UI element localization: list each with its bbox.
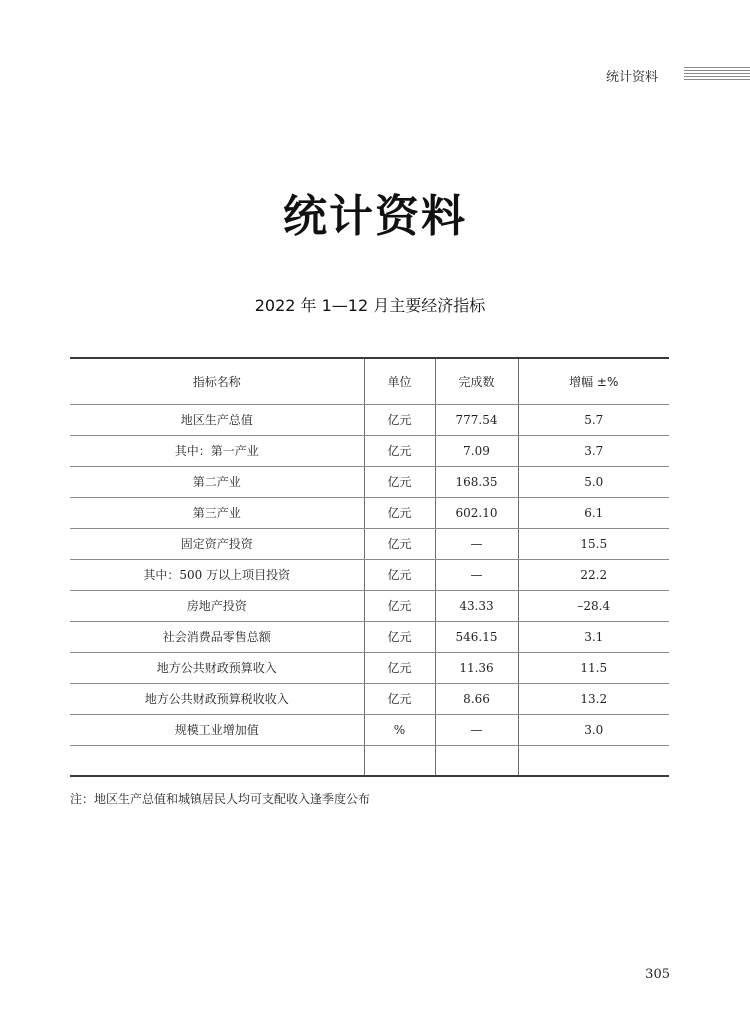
cell-unit [364, 745, 435, 776]
table-footnote: 注：地区生产总值和城镇居民人均可支配收入逢季度公布 [70, 792, 371, 806]
cell-unit: % [364, 714, 435, 745]
cell-value: — [435, 559, 518, 590]
cell-value: 11.36 [435, 652, 518, 683]
table-row [70, 590, 669, 621]
cell-growth: 13.2 [518, 683, 669, 714]
cell-value [435, 745, 518, 776]
cell-unit: 亿元 [364, 497, 435, 528]
column-header-indicator: 指标名称 [70, 358, 364, 404]
table-row [70, 714, 669, 745]
cell-unit: 亿元 [364, 466, 435, 497]
cell-growth: 22.2 [518, 559, 669, 590]
cell-growth [518, 745, 669, 776]
cell-value: 8.66 [435, 683, 518, 714]
table-row [70, 621, 669, 652]
page-number: 305 [645, 967, 670, 982]
cell-value: — [435, 528, 518, 559]
cell-unit: 亿元 [364, 435, 435, 466]
cell-value: 43.33 [435, 590, 518, 621]
cell-indicator: 第二产业 [70, 466, 364, 497]
header-decorative-lines [684, 67, 750, 81]
cell-indicator: 地方公共财政预算税收收入 [70, 683, 364, 714]
table-row [70, 404, 669, 435]
cell-indicator: 第三产业 [70, 497, 364, 528]
cell-growth: 5.0 [518, 466, 669, 497]
cell-value: 777.54 [435, 404, 518, 435]
cell-growth: –28.4 [518, 590, 669, 621]
cell-growth: 3.0 [518, 714, 669, 745]
table-row [70, 466, 669, 497]
cell-unit: 亿元 [364, 404, 435, 435]
table-row [70, 528, 669, 559]
cell-unit: 亿元 [364, 559, 435, 590]
column-header-growth: 增幅 ±% [518, 358, 669, 404]
cell-indicator: 其中：第一产业 [70, 435, 364, 466]
cell-unit: 亿元 [364, 590, 435, 621]
column-header-value: 完成数 [435, 358, 518, 404]
cell-indicator: 房地产投资 [70, 590, 364, 621]
table-row [70, 652, 669, 683]
table-row-empty [70, 745, 669, 776]
cell-indicator: 社会消费品零售总额 [70, 621, 364, 652]
cell-indicator: 地区生产总值 [70, 404, 364, 435]
cell-indicator: 规模工业增加值 [70, 714, 364, 745]
cell-indicator: 其中：500 万以上项目投资 [70, 559, 364, 590]
cell-unit: 亿元 [364, 683, 435, 714]
cell-value: 602.10 [435, 497, 518, 528]
cell-growth: 11.5 [518, 652, 669, 683]
table-header-row [70, 358, 669, 404]
cell-indicator: 固定资产投资 [70, 528, 364, 559]
table-row [70, 497, 669, 528]
table-row [70, 683, 669, 714]
cell-growth: 15.5 [518, 528, 669, 559]
cell-growth: 3.7 [518, 435, 669, 466]
cell-indicator: 地方公共财政预算收入 [70, 652, 364, 683]
cell-value: — [435, 714, 518, 745]
cell-unit: 亿元 [364, 528, 435, 559]
table-row [70, 435, 669, 466]
cell-unit: 亿元 [364, 621, 435, 652]
section-header-label: 统计资料 [606, 70, 659, 85]
cell-value: 546.15 [435, 621, 518, 652]
table-title: 2022 年 1—12 月主要经济指标 [254, 296, 486, 315]
cell-value: 7.09 [435, 435, 518, 466]
cell-indicator [70, 745, 364, 776]
cell-growth: 3.1 [518, 621, 669, 652]
economic-indicators-table [70, 357, 669, 777]
page-title: 统计资料 [283, 191, 467, 242]
column-header-unit: 单位 [364, 358, 435, 404]
cell-growth: 6.1 [518, 497, 669, 528]
cell-unit: 亿元 [364, 652, 435, 683]
cell-growth: 5.7 [518, 404, 669, 435]
cell-value: 168.35 [435, 466, 518, 497]
table-row [70, 559, 669, 590]
